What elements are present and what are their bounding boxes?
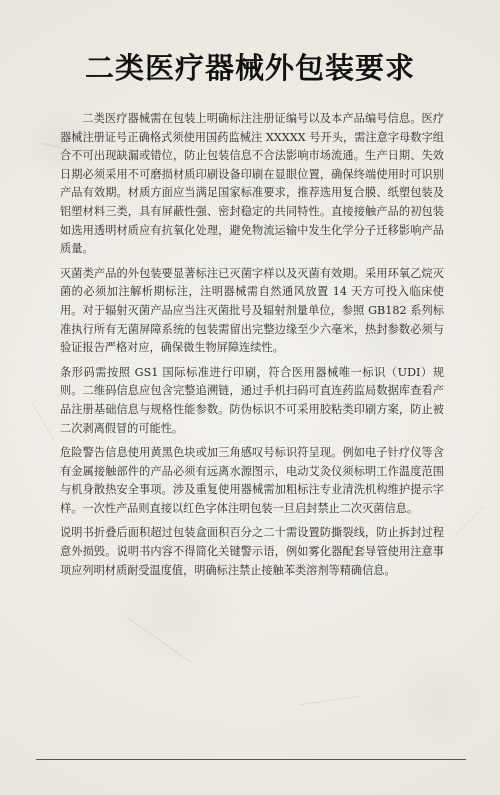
paragraph-registration: 二类医疗器械需在包装上明确标注注册证编号以及本产品编号信息。医疗器械注册证号正确格式须使用国药监械注 XXXXX 号开头，需注意字母数字组合不可出现缺漏或错位，防止包装信息不合法影响市场流通。生产日期、失效日期必须采用不可磨损材质印刷设备印刷在显眼位置，确保终端使用时可识别产品有效期。材质方面应当满足国家标准要求，推荐选用复合膜、纸塑包装及铝塑材料三类，具有屏蔽性强、密封稳定的共同特性。直接接触产品的初包装如选用透明材质应有抗氧化处理，避免物流运输中发生化学分子迁移影响产品质量。 bbox=[60, 112, 444, 256]
paragraph-sterilization: 灭菌类产品的外包装要显著标注已灭菌字样以及灭菌有效期。采用环氧乙烷灭菌的必须加注解析期标注，注明器械需自然通风放置 14 天方可投入临床使用。对于辐射灭菌产品应当注灭菌批号及辐射剂量单位，参照 GB182 系列标准执行所有无菌屏障系统的包装需留出完整边缘至少六毫米，热封参数必须与验证报告严格对应，确保微生物屏障连续性。 bbox=[60, 266, 444, 355]
document-body bbox=[60, 110, 444, 586]
paragraph-barcode: 条形码需按照 GS1 国际标准进行印刷，符合医用器械唯一标识（UDI）规则。二维码信息应包含完整追溯链，通过手机扫码可直连药监局数据库查看产品注册基础信息与规格性能参数。防伪标识不可采用胶粘类印刷方案，防止被二次剥离假冒的可能性。 bbox=[60, 365, 444, 435]
paper-fiber bbox=[456, 506, 485, 535]
page-title: 二类医疗器械外包装要求 bbox=[84, 51, 415, 85]
paper-fiber bbox=[31, 401, 54, 440]
paper-fiber bbox=[127, 617, 193, 664]
paragraph-instructions: 说明书折叠后面积超过包装盒面积百分之二十需设置防撕裂线，防止拆封过程意外损毁。说明书内容不得简化关键警示语，例如雾化器配套导管使用注意事项应列明材质耐受温度值，明确标注禁止接触苯类溶剂等精确信息。 bbox=[60, 526, 444, 577]
paragraph-warning: 危险警告信息使用黄黑色块或加三角感叹号标识符呈现。例如电子针疗仪等含有金属接触部件的产品必须有远离水源图示，电动艾灸仪须标明工作温度范围与机身散热安全事项。涉及重复使用器械需加粗标注专业清洗机构维护提示字样。一次性产品则直接以红色字体注明包装一旦启封禁止二次灭菌信息。 bbox=[60, 446, 444, 515]
footer-divider bbox=[36, 759, 466, 760]
paper-fiber bbox=[300, 696, 360, 705]
